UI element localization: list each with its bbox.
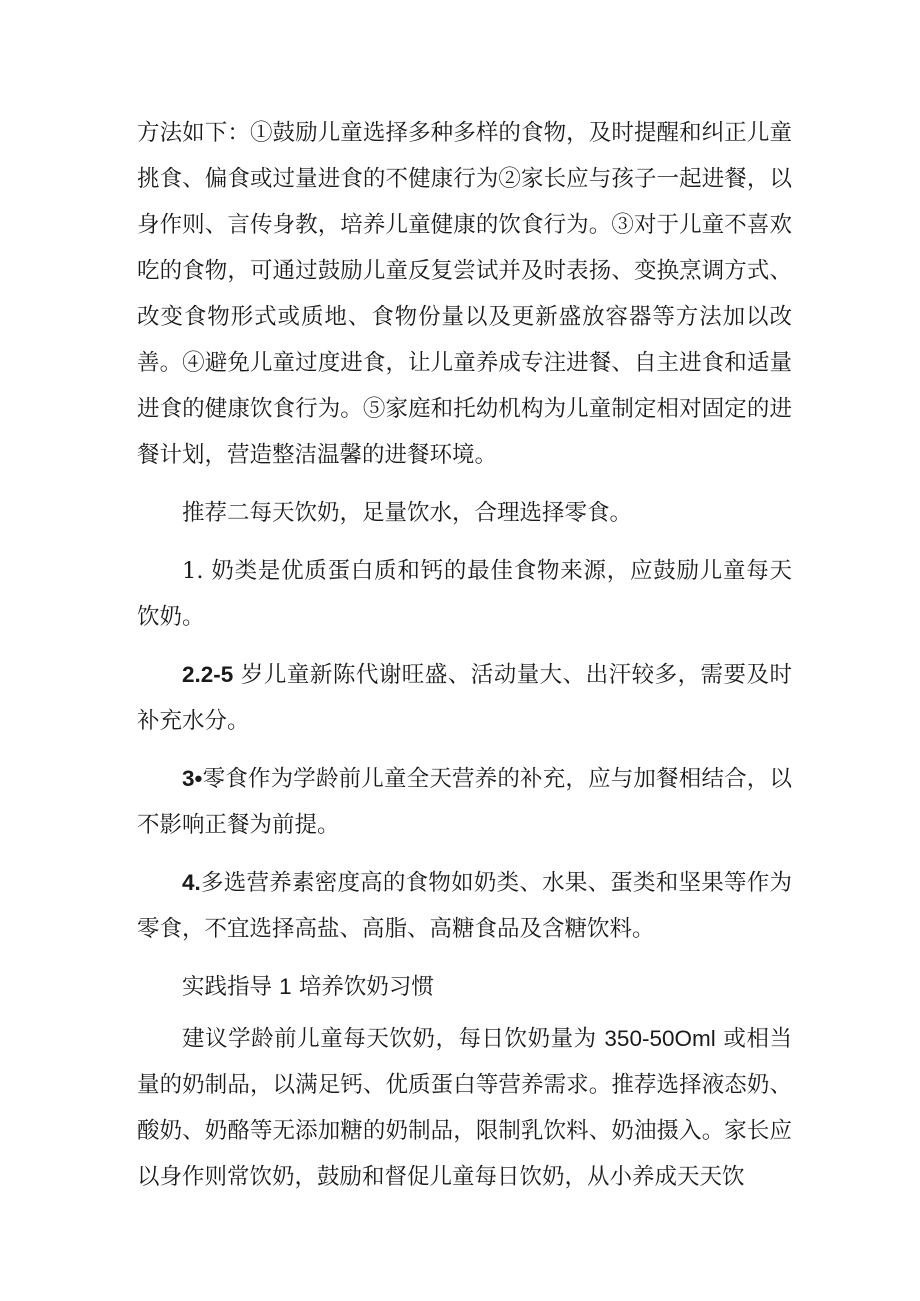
suggestion-text-after: 或相当量的奶制品，以满足钙、优质蛋白等营养需求。推荐选择液态奶、酸奶、奶酪等无添加糖的奶制品，限制乳饮料、奶油摄入。家长应以身作则常饮奶，鼓励和督促儿童每日饮奶，从小养成天天饮 bbox=[137, 1026, 793, 1190]
paragraph-recommendation-two: 推荐二每天饮奶，足量饮水，合理选择零食。 bbox=[182, 500, 633, 526]
paragraph-item-2-water bbox=[137, 652, 792, 744]
item-text: 岁儿童新陈代谢旺盛、活动量大、出汗较多，需要及时补充水分。 bbox=[137, 662, 792, 734]
paragraph-milk-suggestion bbox=[137, 1016, 792, 1200]
heading-text-before: 实践指导 bbox=[182, 974, 280, 1000]
milk-amount: 350-50Oml bbox=[604, 1026, 716, 1051]
heading-number: 1 bbox=[279, 974, 292, 999]
item-text: 多选营养素密度高的食物如奶类、水果、蛋类和坚果等作为零食，不宜选择高盐、高脂、高糖食品及含糖饮料。 bbox=[137, 870, 792, 942]
suggestion-text-before: 建议学龄前儿童每天饮奶，每日饮奶量为 bbox=[182, 1026, 605, 1052]
paragraph-eating-methods: 方法如下：①鼓励儿童选择多种多样的食物，及时提醒和纠正儿童挑食、偏食或过量进食的不健康行为②家长应与孩子一起进餐，以身作则、言传身教，培养儿童健康的饮食行为。③对于儿童不喜欢吃的食物，可通过鼓励儿童反复尝试并及时表扬、变换烹调方式、改变食物形式或质地、食物份量以及更新盛放容器等方法加以改善。④避免儿童过度进食，让儿童养成专注进餐、自主进食和适量进食的健康饮食行为。⑤家庭和托幼机构为儿童制定相对固定的进餐计划，营造整洁温馨的进餐环境。 bbox=[137, 120, 792, 468]
paragraph-item-4-nutrient-dense bbox=[137, 860, 792, 952]
document-page bbox=[137, 110, 792, 1212]
item-number: 4. bbox=[182, 870, 201, 895]
paragraph-item-1-milk: 1. 奶类是优质蛋白质和钙的最佳食物来源，应鼓励儿童每天饮奶。 bbox=[137, 558, 792, 630]
paragraph-practice-guide-heading bbox=[137, 964, 792, 1010]
heading-text-after: 培养饮奶习惯 bbox=[291, 974, 434, 1000]
paragraph-item-3-snacks bbox=[137, 756, 792, 848]
item-text: 零食作为学龄前儿童全天营养的补充，应与加餐相结合，以不影响正餐为前提。 bbox=[137, 766, 792, 838]
item-number: 2.2-5 bbox=[182, 662, 234, 687]
item-number: 3• bbox=[182, 766, 203, 791]
